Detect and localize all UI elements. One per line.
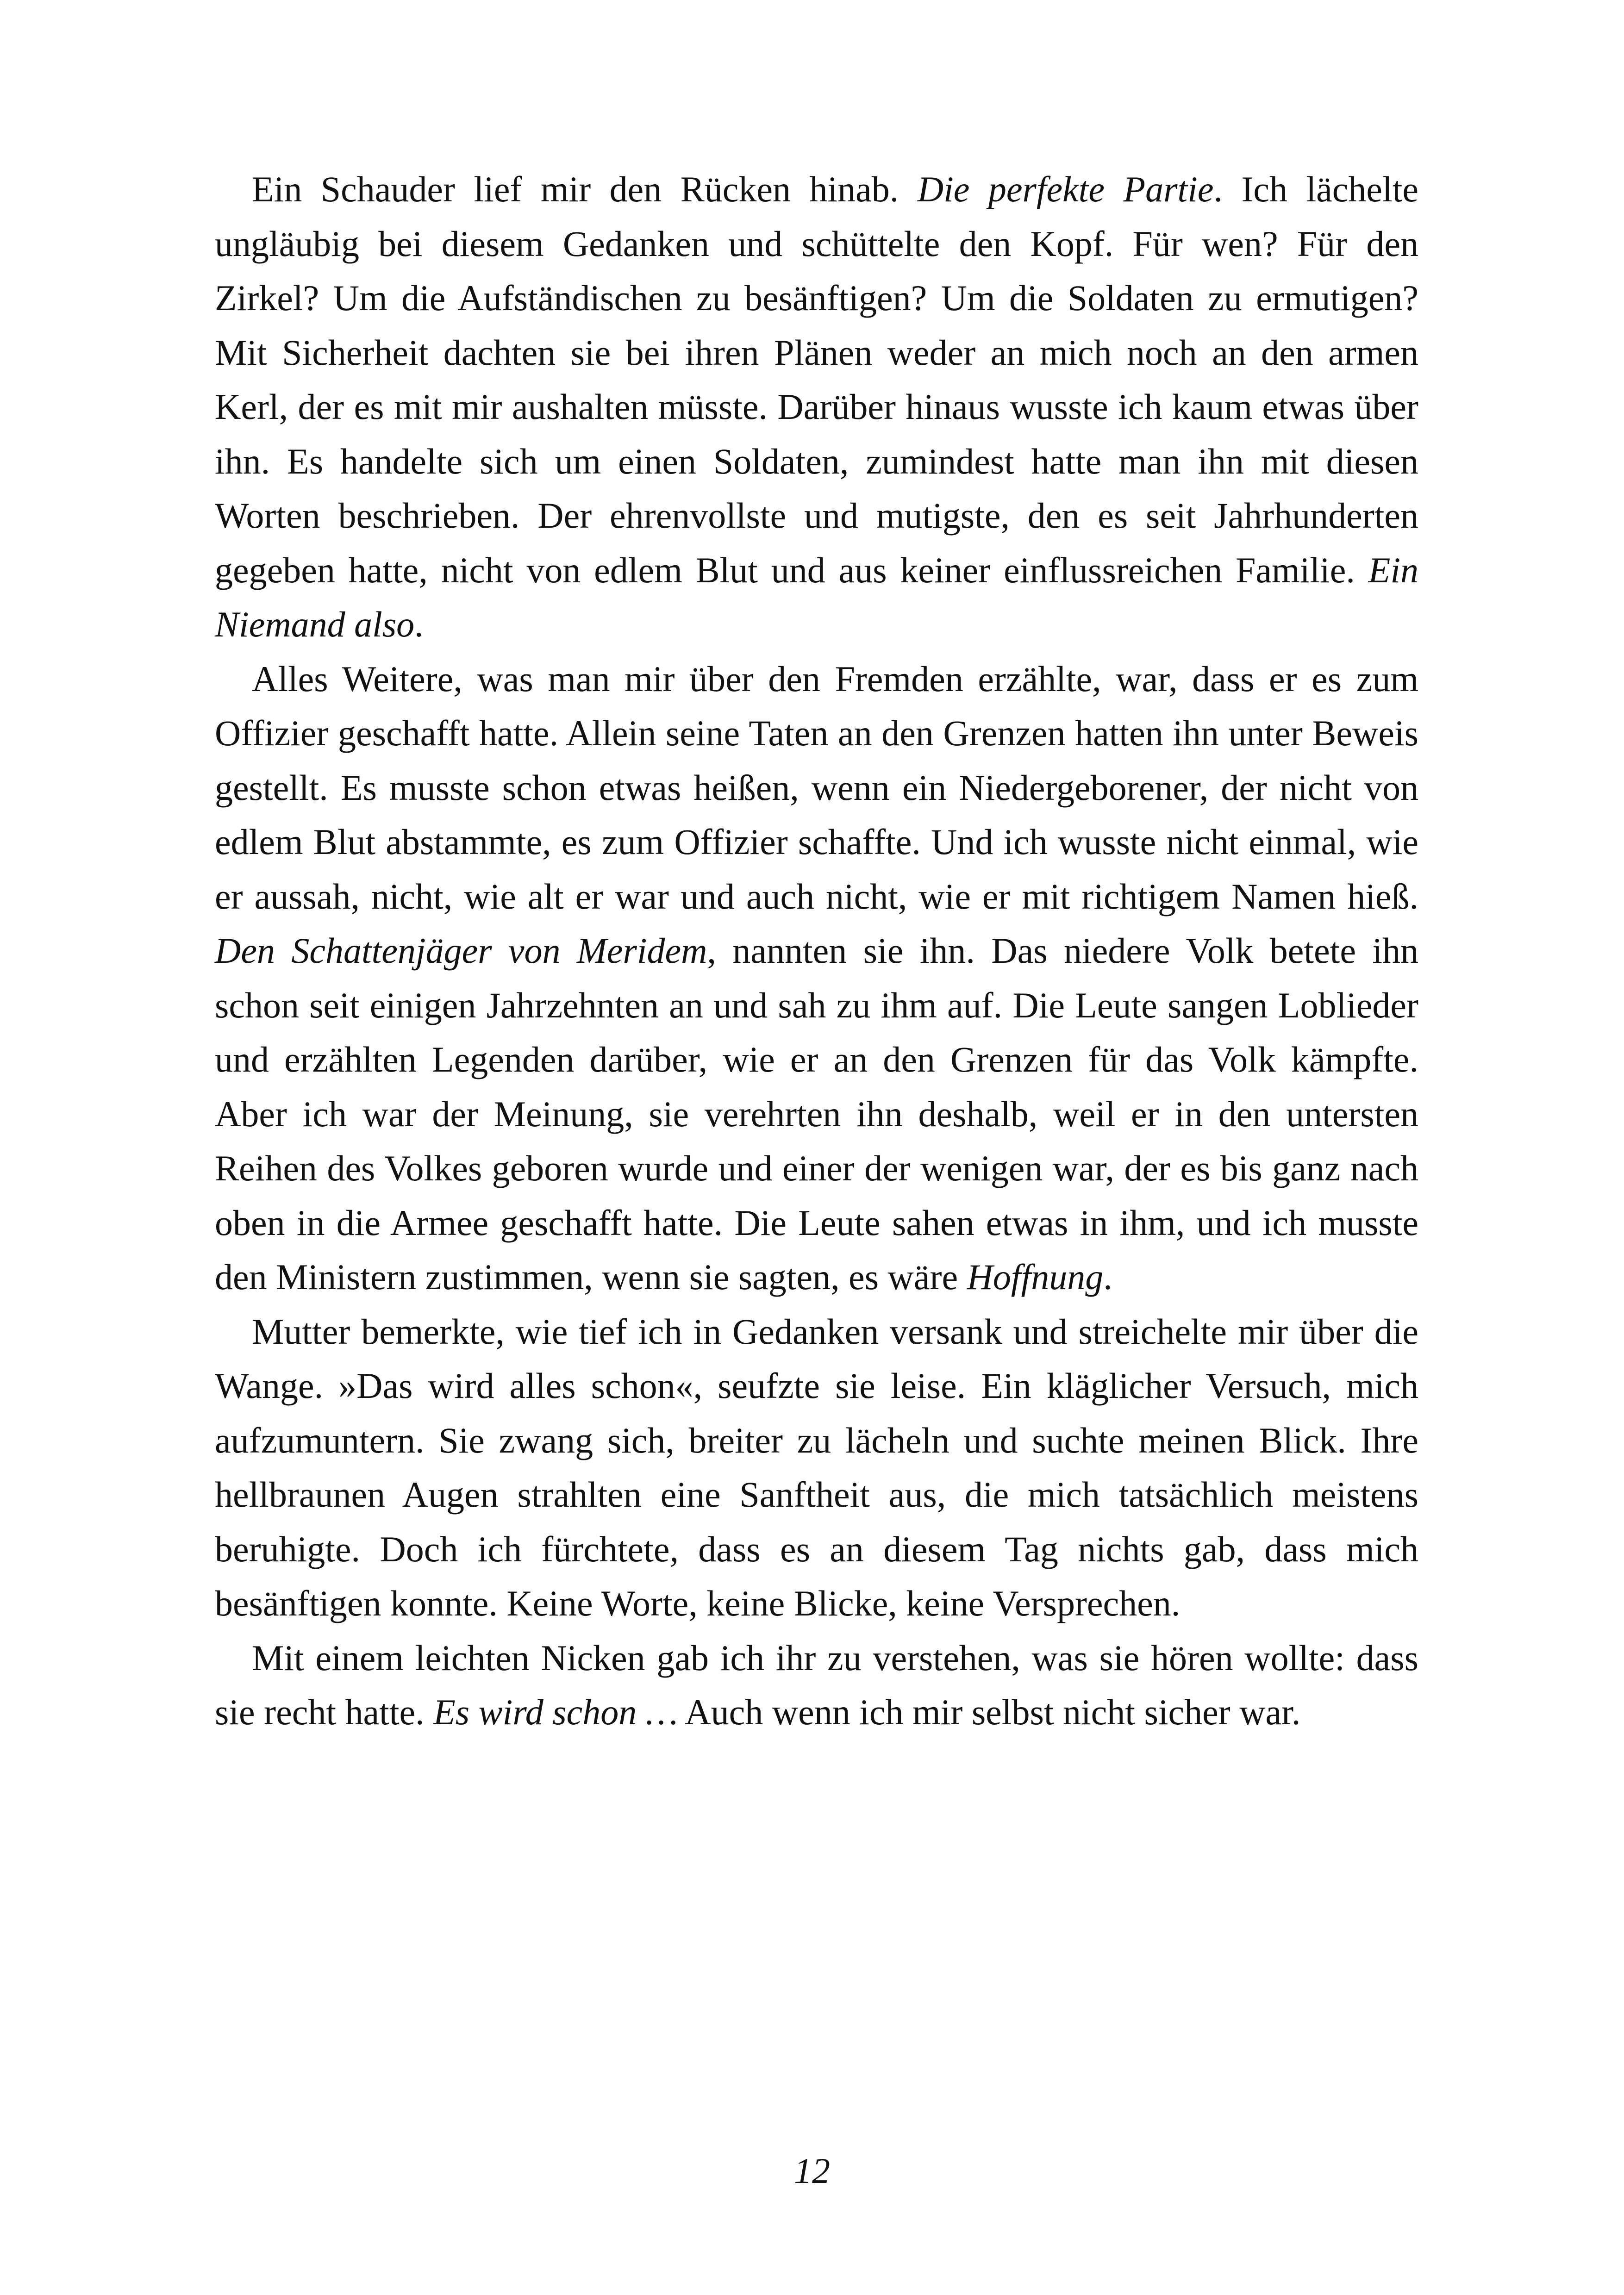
- italic-segment: Hoffnung: [967, 1257, 1104, 1297]
- text-segment: , nannten sie ihn. Das niedere Volk betete ihn schon seit einigen Jahrzehnten an und sah zu ihm auf. Die Leute sangen Loblieder und erzählten Legenden darüber, wie er an den Grenzen für das Volk kämpfte. Aber ich war der Meinung, sie verehrten ihn deshalb, weil er in den untersten Reihen des Volkes geboren wurde und einer der wenigen war, der es bis ganz nach oben in die Armee geschafft hatte. Die Leute sahen etwas in ihm, und ich musste den Ministern zustimmen, wenn sie sagten, es wäre: [215, 930, 1418, 1297]
- text-segment: Alles Weitere, was man mir über den Fremden erzählte, war, dass er es zum Offizier geschafft hatte. Allein seine Taten an den Grenzen hatten ihn unter Beweis gestellt. Es musste schon etwas heißen, wenn ein Niedergeborener, der nicht von edlem Blut abstammte, es zum Offizier schaffte. Und ich wusste nicht einmal, wie er aussah, nicht, wie alt er war und auch nicht, wie er mit richtigem Namen hieß.: [215, 658, 1418, 917]
- paragraph-3: [215, 1304, 1418, 1631]
- text-segment: . Ich lächelte ungläubig bei diesem Gedanken und schüttelte den Kopf. Für wen? Für den Zirkel? Um die Aufständischen zu besänftigen? Um die Soldaten zu ermutigen? Mit Sicherheit dachten sie bei ihren Plänen weder an mich noch an den armen Kerl, der es mit mir aushalten müsste. Darüber hinaus wusste ich kaum etwas über ihn. Es handelte sich um einen Soldaten, zumindest hatte man ihn mit diesen Worten beschrieben. Der ehrenvollste und mutigste, den es seit Jahrhunderten gegeben hatte, nicht von edlem Blut und aus keiner einflussreichen Familie.: [215, 169, 1418, 590]
- text-segment: Auch wenn ich mir selbst nicht sicher war.: [678, 1692, 1301, 1732]
- italic-segment: Es wird schon …: [433, 1692, 678, 1732]
- page-number: 12: [794, 2151, 830, 2191]
- paragraph-2: [215, 652, 1418, 1304]
- text-segment: Ein Schauder lief mir den Rücken hinab.: [252, 169, 918, 209]
- text-segment: Mit einem leichten Nicken gab ich ihr zu verstehen, was sie hören wollte: dass sie recht hatte.: [215, 1637, 1418, 1732]
- paragraph-1: [215, 162, 1418, 652]
- text-segment: Mutter bemerkte, wie tief ich in Gedanken versank und streichelte mir über die Wange. »Das wird alles schon«, seufzte sie leise. Ein kläglicher Versuch, mich aufzumuntern. Sie zwang sich, breiter zu lächeln und suchte meinen Blick. Ihre hellbraunen Augen strahlten eine Sanftheit aus, die mich tatsächlich meistens beruhigte. Doch ich fürchtete, dass es an diesem Tag nichts gab, dass mich besänftigen konnte. Keine Worte, keine Blicke, keine Versprechen.: [215, 1311, 1418, 1623]
- text-segment: .: [414, 604, 424, 644]
- italic-segment: Den Schattenjäger von Meridem: [215, 930, 707, 971]
- text-segment: .: [1103, 1257, 1112, 1297]
- paragraph-4: [215, 1631, 1418, 1740]
- body-text: [215, 162, 1418, 1740]
- italic-segment: Die perfekte Partie: [917, 169, 1214, 209]
- italic-segment: Ein Niemand also: [215, 549, 1418, 644]
